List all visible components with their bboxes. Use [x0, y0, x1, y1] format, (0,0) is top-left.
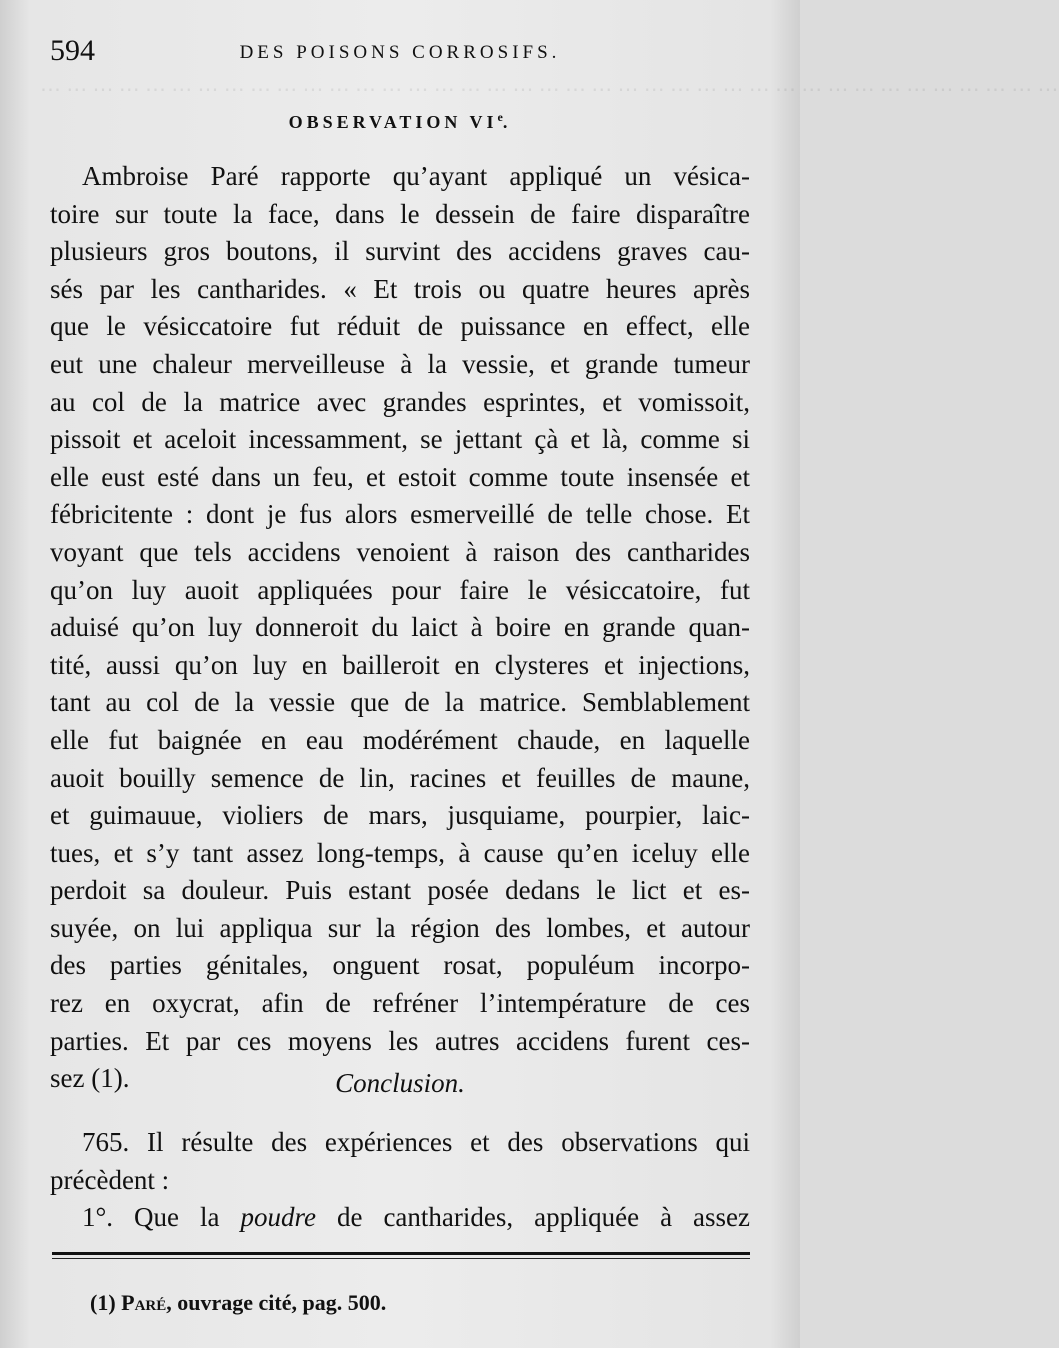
conclusion-paragraph — [50, 1124, 750, 1237]
text-line: pissoit et aceloit incessamment, se jettant çà et là, comme si — [50, 424, 750, 455]
bleed-through-texture: ⋯ ⋯ ⋯ ⋯ ⋯ ⋯ ⋯ ⋯ ⋯ ⋯ ⋯ ⋯ ⋯ ⋯ ⋯ ⋯ ⋯ ⋯ ⋯ ⋯ ⋯ ⋯ ⋯ ⋯ ⋯ ⋯ ⋯ ⋯ ⋯ ⋯ ⋯ ⋯ ⋯ ⋯ ⋯ ⋯ ⋯ ⋯ ⋯ — [40, 77, 1059, 101]
running-title: DES POISONS CORROSIFS. — [239, 42, 561, 63]
text-line: toire sur toute la face, dans le dessein de faire disparaître — [50, 198, 750, 229]
text-line: tant au col de la vessie que de la matrice. Semblablement — [50, 687, 750, 718]
observation-title — [0, 110, 800, 133]
observation-title-end: . — [502, 112, 512, 132]
running-header — [50, 34, 750, 74]
text-line: eut une chaleur merveilleuse à la vessie, et grande tumeur — [50, 348, 750, 379]
observation-title-sup: e — [497, 110, 503, 124]
page-number: 594 — [50, 34, 95, 67]
text-line: précèdent : — [50, 1164, 170, 1195]
text-line: 1°. Que la poudre de cantharides, appliquée à assez — [82, 1202, 751, 1233]
text-line: elle fut baignée en eau modérément chaude, en laquelle — [50, 724, 750, 755]
text-line: tité, aussi qu’on luy en bailleroit en clysteres et injections, — [50, 649, 750, 680]
text-line: 765. Il résulte des expériences et des observations qui — [82, 1127, 750, 1157]
text-line: rez en oxycrat, afin de refréner l’intempérature de ces — [50, 988, 750, 1019]
observation-paragraph — [50, 158, 750, 1098]
footnote-rule-thin — [52, 1258, 750, 1259]
text-line: sés par les cantharides. « Et trois ou quatre heures après — [50, 273, 750, 304]
text-line: fébricitente : dont je fus alors esmerveillé de telle chose. Et — [50, 499, 750, 530]
text-line: elle eust esté dans un feu, et estoit comme toute insensée et — [50, 461, 750, 492]
text-line: plusieurs gros boutons, il survint des accidens graves cau- — [50, 236, 750, 267]
text-line: auoit bouilly semence de lin, racines et feuilles de maune, — [50, 762, 750, 793]
observation-title-text: OBSERVATION VI — [288, 112, 498, 132]
text-line: des parties génitales, onguent rosat, populéum incorpo- — [50, 950, 750, 981]
text-line: perdoit sa douleur. Puis estant posée dedans le lict et es- — [50, 875, 750, 906]
text-line: parties. Et par ces moyens les autres accidens furent ces- — [50, 1025, 750, 1056]
footnote-text: , ouvrage cité, pag. 500. — [166, 1290, 387, 1315]
footnote-marker: (1) — [90, 1290, 116, 1315]
text-line: voyant que tels accidens venoient à raison des cantharides — [50, 536, 750, 567]
footnote-author: Paré — [121, 1290, 167, 1315]
footnote — [90, 1290, 386, 1316]
text-line: Ambroise Paré rapporte qu’ayant appliqué un vésica- — [82, 161, 750, 191]
text-line: que le vésiccatoire fut réduit de puissance en effect, elle — [50, 311, 750, 342]
text-line: qu’on luy auoit appliquées pour faire le vésiccatoire, fut — [50, 574, 750, 605]
emphasis: poudre — [240, 1202, 316, 1233]
text-line: suyée, on lui appliqua sur la région des lombes, et autour — [50, 912, 750, 943]
text-line: tues, et s’y tant assez long-temps, à cause qu’en iceluy elle — [50, 837, 750, 868]
text-line: au col de la matrice avec grandes esprintes, et vomissoit, — [50, 386, 750, 417]
text-line: et guimauue, violiers de mars, jusquiame, pourpier, laic- — [50, 800, 750, 831]
conclusion-heading: Conclusion. — [335, 1068, 465, 1098]
footnote-rule — [52, 1252, 750, 1255]
text-line: aduisé qu’on luy donneroit du laict à boire en grande quan- — [50, 612, 750, 643]
text-line: sez (1). — [50, 1063, 130, 1094]
